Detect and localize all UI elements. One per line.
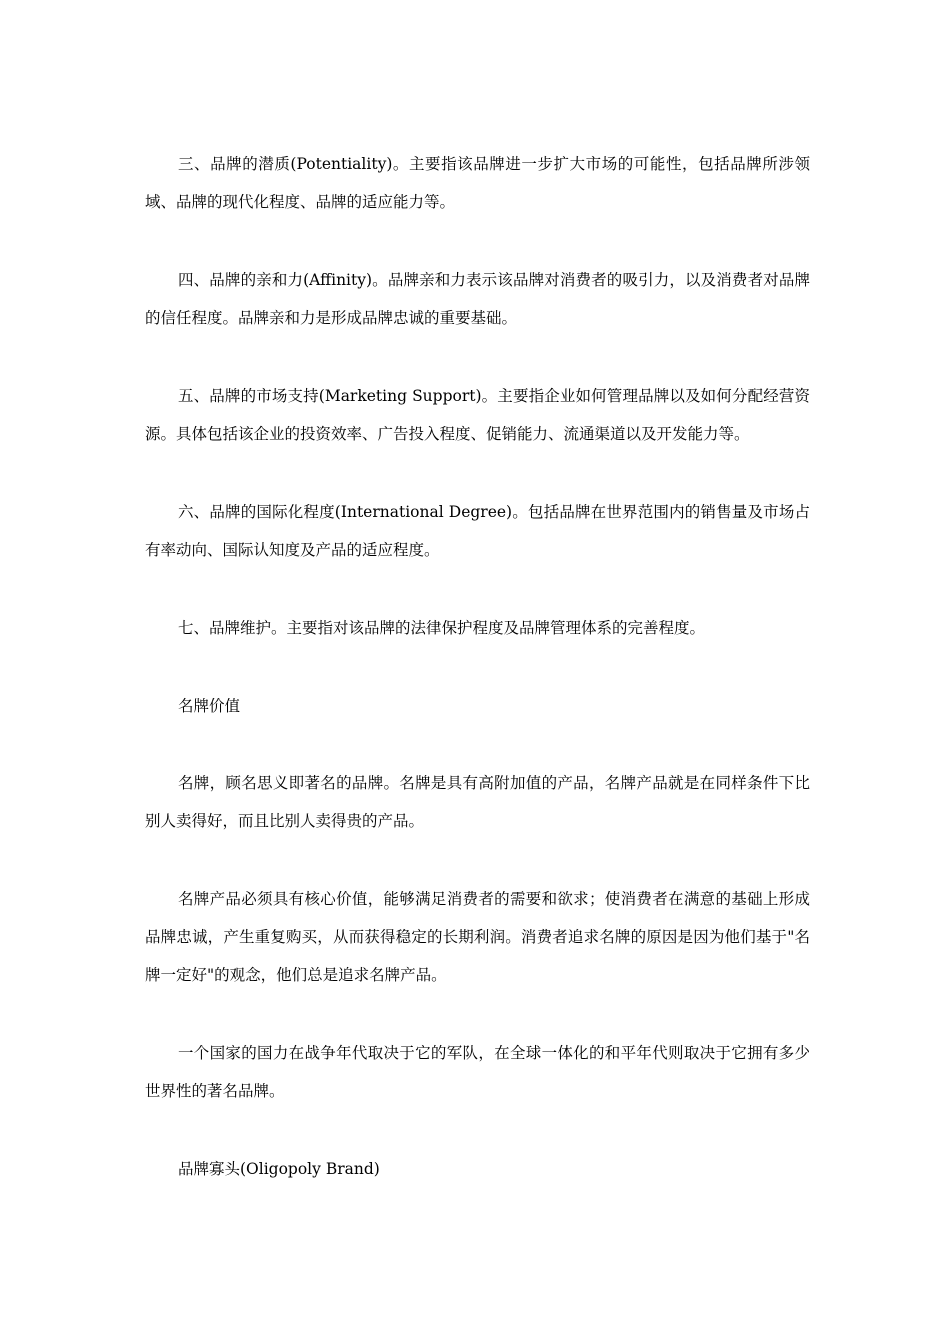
paragraph-international-degree: 六、品牌的国际化程度(International Degree)。包括品牌在世界范围内的销售量及市场占有率动向、国际认知度及产品的适应程度。 [145, 503, 810, 559]
paragraph-marketing-support: 五、品牌的市场支持(Marketing Support)。主要指企业如何管理品牌以及如何分配经营资源。具体包括该企业的投资效率、广告投入程度、促销能力、流通渠道以及开发能力等。 [145, 387, 810, 443]
section-heading-brand-value: 名牌价值 [178, 697, 241, 715]
paragraph-famous-brand-definition: 名牌，顾名思义即著名的品牌。名牌是具有高附加值的产品，名牌产品就是在同样条件下比别人卖得好，而且比别人卖得贵的产品。 [145, 774, 810, 830]
section-heading-oligopoly-brand: 品牌寡头(Oligopoly Brand) [178, 1160, 380, 1178]
paragraph-brand-maintenance: 七、品牌维护。主要指对该品牌的法律保护程度及品牌管理体系的完善程度。 [178, 619, 706, 637]
paragraph-brand-potentiality: 三、品牌的潜质(Potentiality)。主要指该品牌进一步扩大市场的可能性，包括品牌所涉领域、品牌的现代化程度、品牌的适应能力等。 [145, 155, 810, 211]
paragraph-brand-affinity: 四、品牌的亲和力(Affinity)。品牌亲和力表示该品牌对消费者的吸引力，以及消费者对品牌的信任程度。品牌亲和力是形成品牌忠诚的重要基础。 [145, 271, 810, 327]
document-body [145, 145, 810, 1227]
paragraph-national-strength: 一个国家的国力在战争年代取决于它的军队，在全球一体化的和平年代则取决于它拥有多少世界性的著名品牌。 [145, 1044, 810, 1100]
paragraph-core-value: 名牌产品必须具有核心价值，能够满足消费者的需要和欲求；使消费者在满意的基础上形成品牌忠诚，产生重复购买，从而获得稳定的长期利润。消费者追求名牌的原因是因为他们基于"名牌一定好"的观念，他们总是追求名牌产品。 [145, 890, 810, 984]
